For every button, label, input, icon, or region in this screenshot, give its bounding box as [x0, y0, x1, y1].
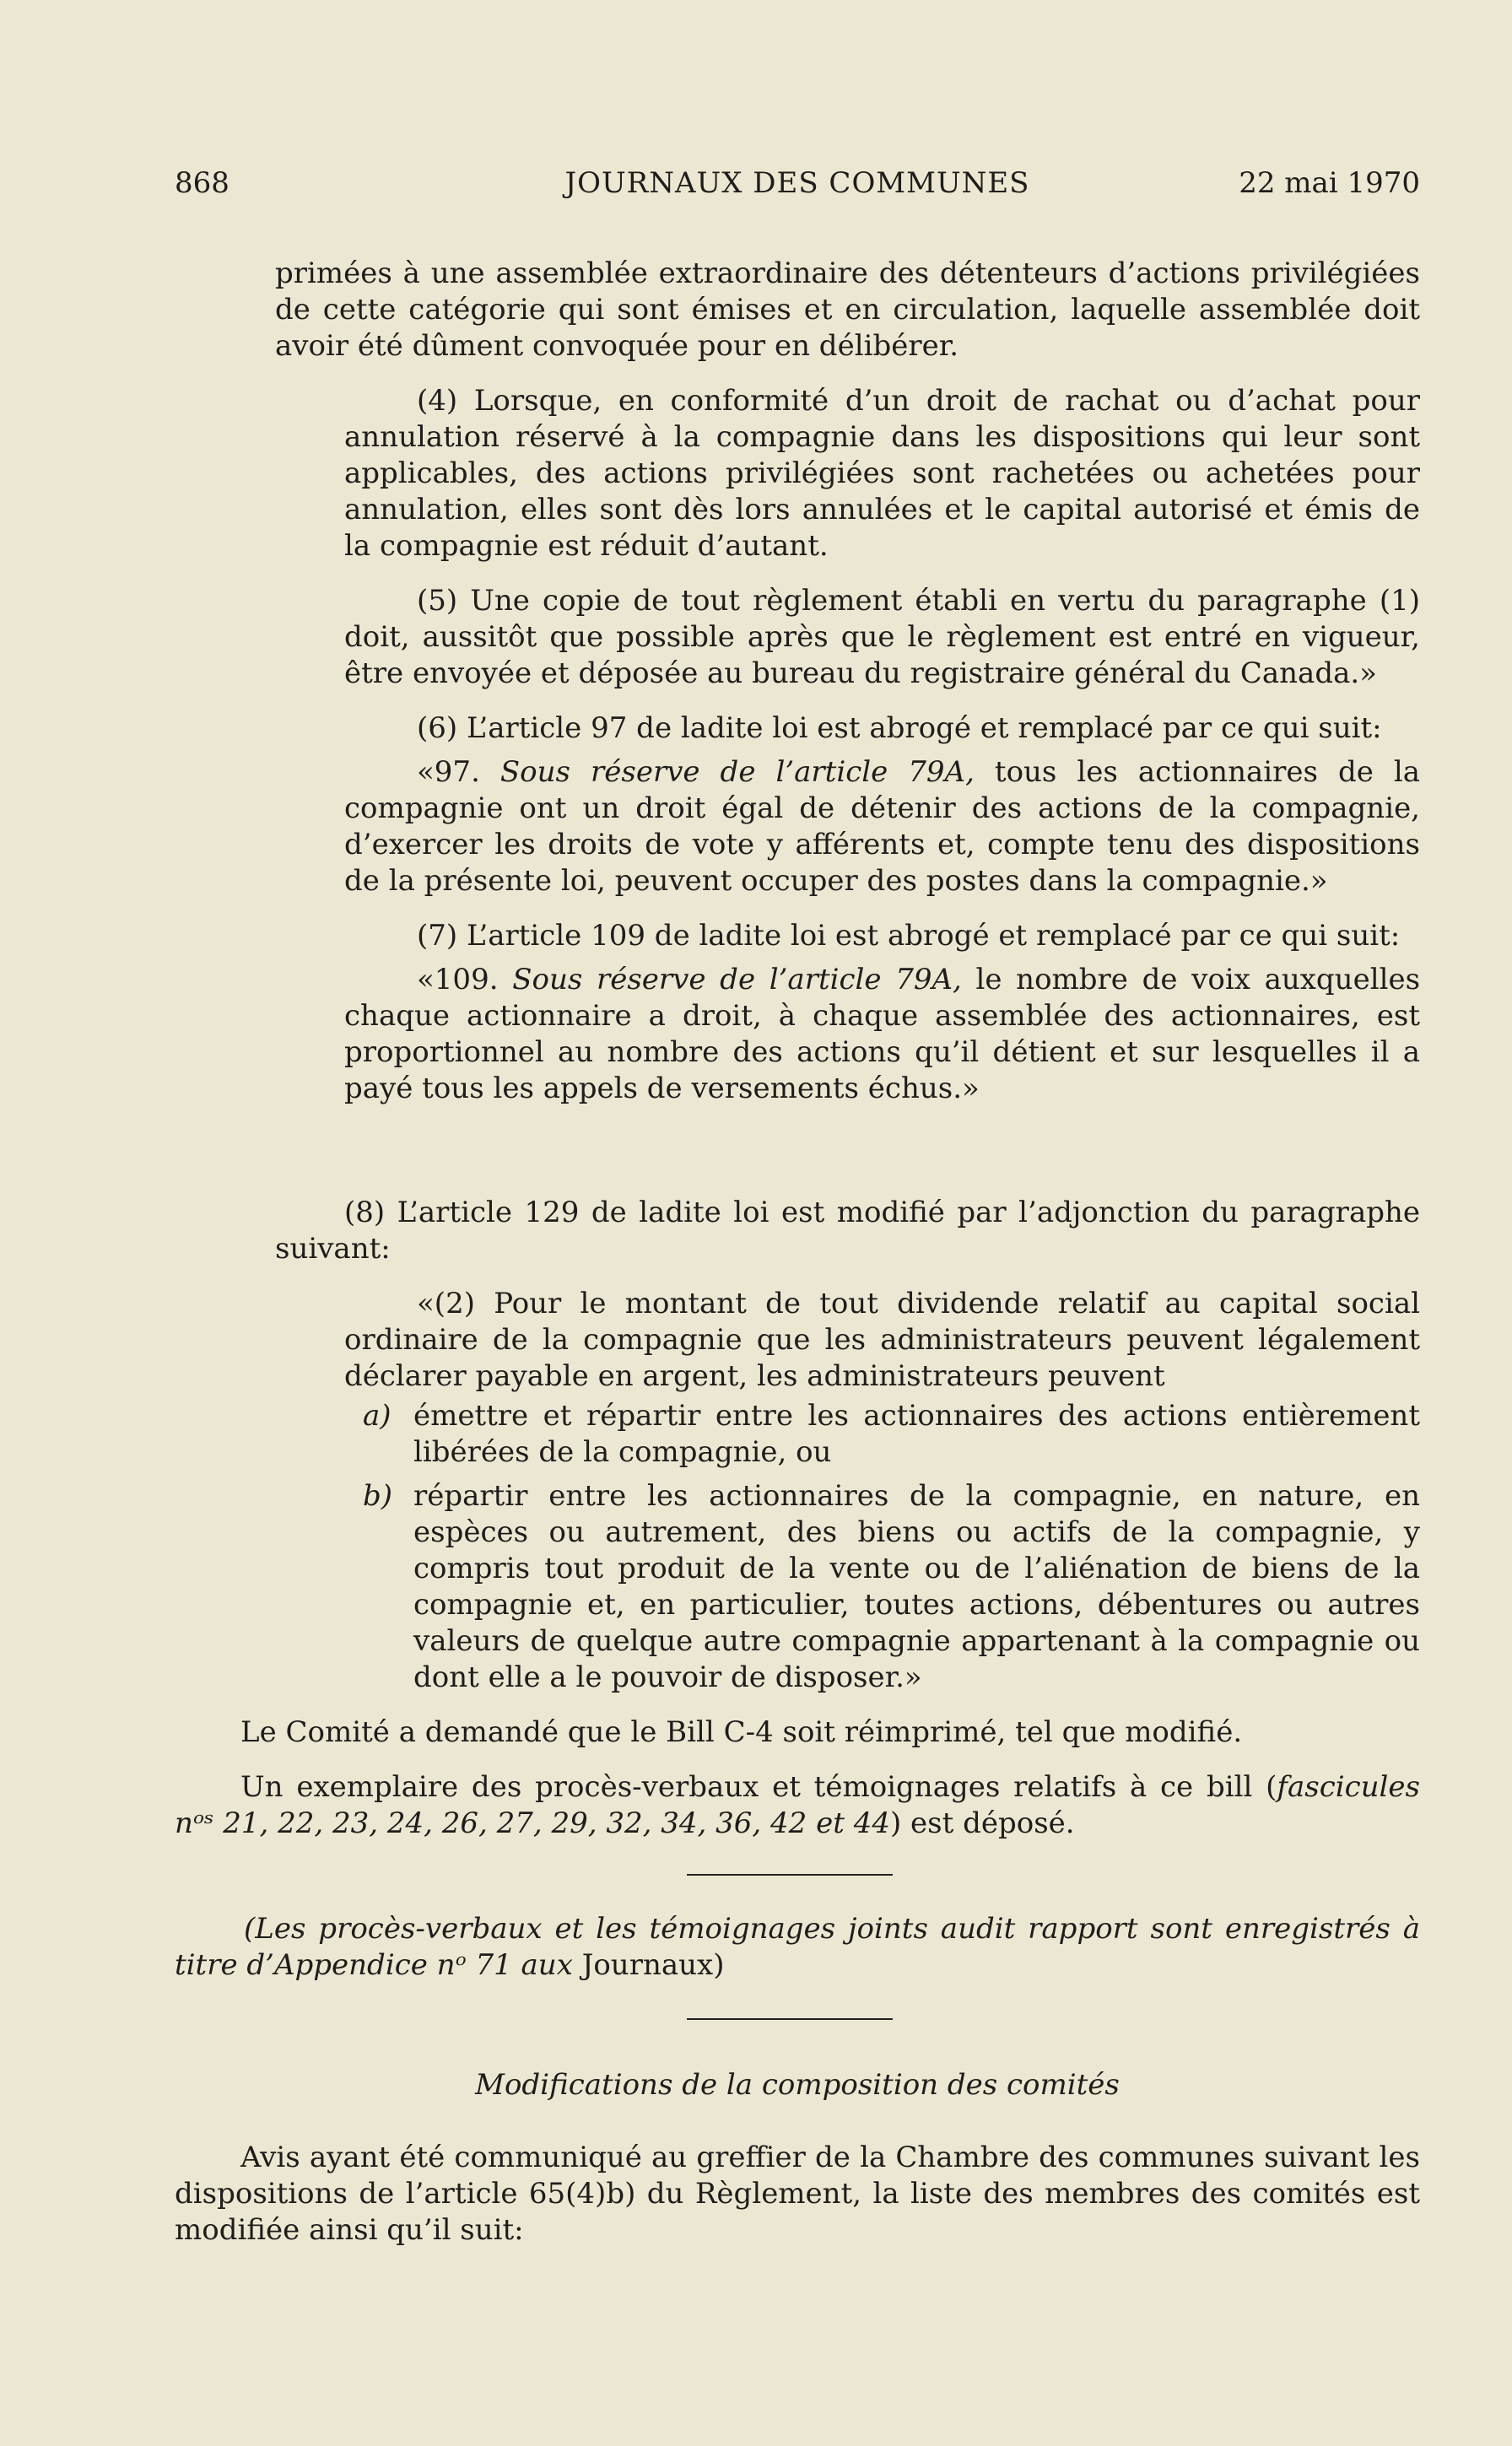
article-109: [344, 962, 1420, 1107]
article-97: [344, 754, 1420, 899]
item-a-text: émettre et répartir entre les actionnaires des actions entièrement libérées de la compagnie, ou: [413, 1399, 1420, 1469]
separator-rule: [687, 1874, 893, 1876]
subsection-2: «(2) Pour le montant de tout dividende relatif au capital social ordinaire de la compagnie que les administrateurs peuvent légalement déclarer payable en argent, les administrateurs peuvent: [344, 1287, 1420, 1393]
appendix-note: [175, 1911, 1420, 1984]
paragraph-8: (8) L’article 129 de ladite loi est modifié par l’adjonction du paragraphe suivant:: [275, 1196, 1420, 1266]
paragraph-4: (4) Lorsque, en conformité d’un droit de rachat ou d’achat pour annulation réservé à la compagnie dans les dispositions qui leur sont applicables, des actions privilégiées sont rachetées ou achetées pour annulation, elles sont dès lors annulées et le capital autorisé et émis de la compagnie est réduit d’autant.: [344, 384, 1420, 563]
paragraph-8-block: [275, 1195, 1420, 1267]
appendix-note-italic: (Les procès-verbaux et les témoignages joints audit rapport sont enregistrés à titre d’Appendice nᵒ 71 aux: [175, 1912, 1420, 1982]
continuation-block: [275, 256, 1420, 364]
report-block: [175, 1714, 1420, 1842]
deposit-start: Un exemplaire des procès-verbaux et témoignages relatifs à ce bill (: [240, 1770, 1277, 1804]
appendix-block: [175, 1911, 1420, 1984]
bylaw-block: [344, 383, 1420, 1107]
article-109-reserve: Sous réserve de l’article 79A,: [512, 963, 962, 996]
article-109-number: «109.: [417, 963, 499, 996]
deposit-end: ) est déposé.: [889, 1806, 1075, 1840]
running-header: [175, 162, 1420, 204]
paragraph-5: (5) Une copie de tout règlement établi en vertu du paragraphe (1) doit, aussitôt que possible après que le règlement est entré en vigueur, être envoyée et déposée au bureau du registraire général du Canada.»: [344, 584, 1420, 690]
committee-reprint: Le Comité a demandé que le Bill C-4 soit réimprimé, tel que modifié.: [240, 1715, 1243, 1749]
list-item-a: [363, 1398, 1420, 1471]
article-97-reserve: Sous réserve de l’article 79A,: [500, 755, 975, 789]
article-109-text: le nombre de voix auxquelles chaque actionnaire a droit, à chaque assemblée des actionnaires, est proportionnel au nombre des actions qu’il détient et sur lesquelles il a payé tous les appels de versements échus.»: [344, 963, 1421, 1105]
item-a-label: a): [363, 1399, 392, 1433]
deposit-fascicules: fascicules nᵒˢ 21, 22, 23, 24, 26, 27, 29, 32, 34, 36, 42 et 44: [175, 1770, 1420, 1840]
paragraph-6: (6) L’article 97 de ladite loi est abrogé et remplacé par ce qui suit:: [417, 711, 1382, 745]
continuation-paragraph: primées à une assemblée extraordinaire des détenteurs d’actions privilégiées de cette catégorie qui sont émises et en circulation, laquelle assemblée doit avoir été dûment convoquée pour en délibérer.: [275, 256, 1420, 363]
appendix-note-journaux: Journaux): [581, 1948, 725, 1982]
notice-block: [175, 2140, 1420, 2249]
page-number: 868: [175, 166, 230, 200]
item-b-label: b): [363, 1479, 393, 1513]
subsection-2-block: [344, 1286, 1420, 1395]
article-97-text: tous les actionnaires de la compagnie ont un droit égal de détenir des actions de la compagnie, d’exercer les droits de vote y afférents et, compte tenu des dispositions de la présente loi, peuvent occuper des postes dans la compagnie.»: [344, 755, 1421, 898]
header-date: 22 mai 1970: [1239, 166, 1420, 200]
article-97-number: «97.: [417, 755, 480, 789]
paragraph-7: (7) L’article 109 de ladite loi est abrogé et remplacé par ce qui suit:: [417, 919, 1401, 953]
deposit-paragraph: [175, 1769, 1420, 1842]
section-heading: Modifications de la composition des comités: [475, 2068, 1120, 2102]
item-b-text: répartir entre les actionnaires de la compagnie, en nature, en espèces ou autrement, des biens ou actifs de la compagnie, y compris tout produit de la vente ou de l’aliénation de biens de la compagnie et, en particulier, toutes actions, débentures ou autres valeurs de quelque autre compagnie appartenant à la compagnie ou dont elle a le pouvoir de disposer.»: [413, 1479, 1420, 1694]
separator-rule: [687, 2018, 893, 2020]
list-item-b: [363, 1478, 1420, 1696]
journal-title: JOURNAUX DES COMMUNES: [564, 166, 1030, 200]
notice-paragraph: Avis ayant été communiqué au greffier de la Chambre des communes suivant les dispositions de l’article 65(4)b) du Règlement, la liste des membres des comités est modifiée ainsi qu’il suit:: [175, 2141, 1420, 2247]
